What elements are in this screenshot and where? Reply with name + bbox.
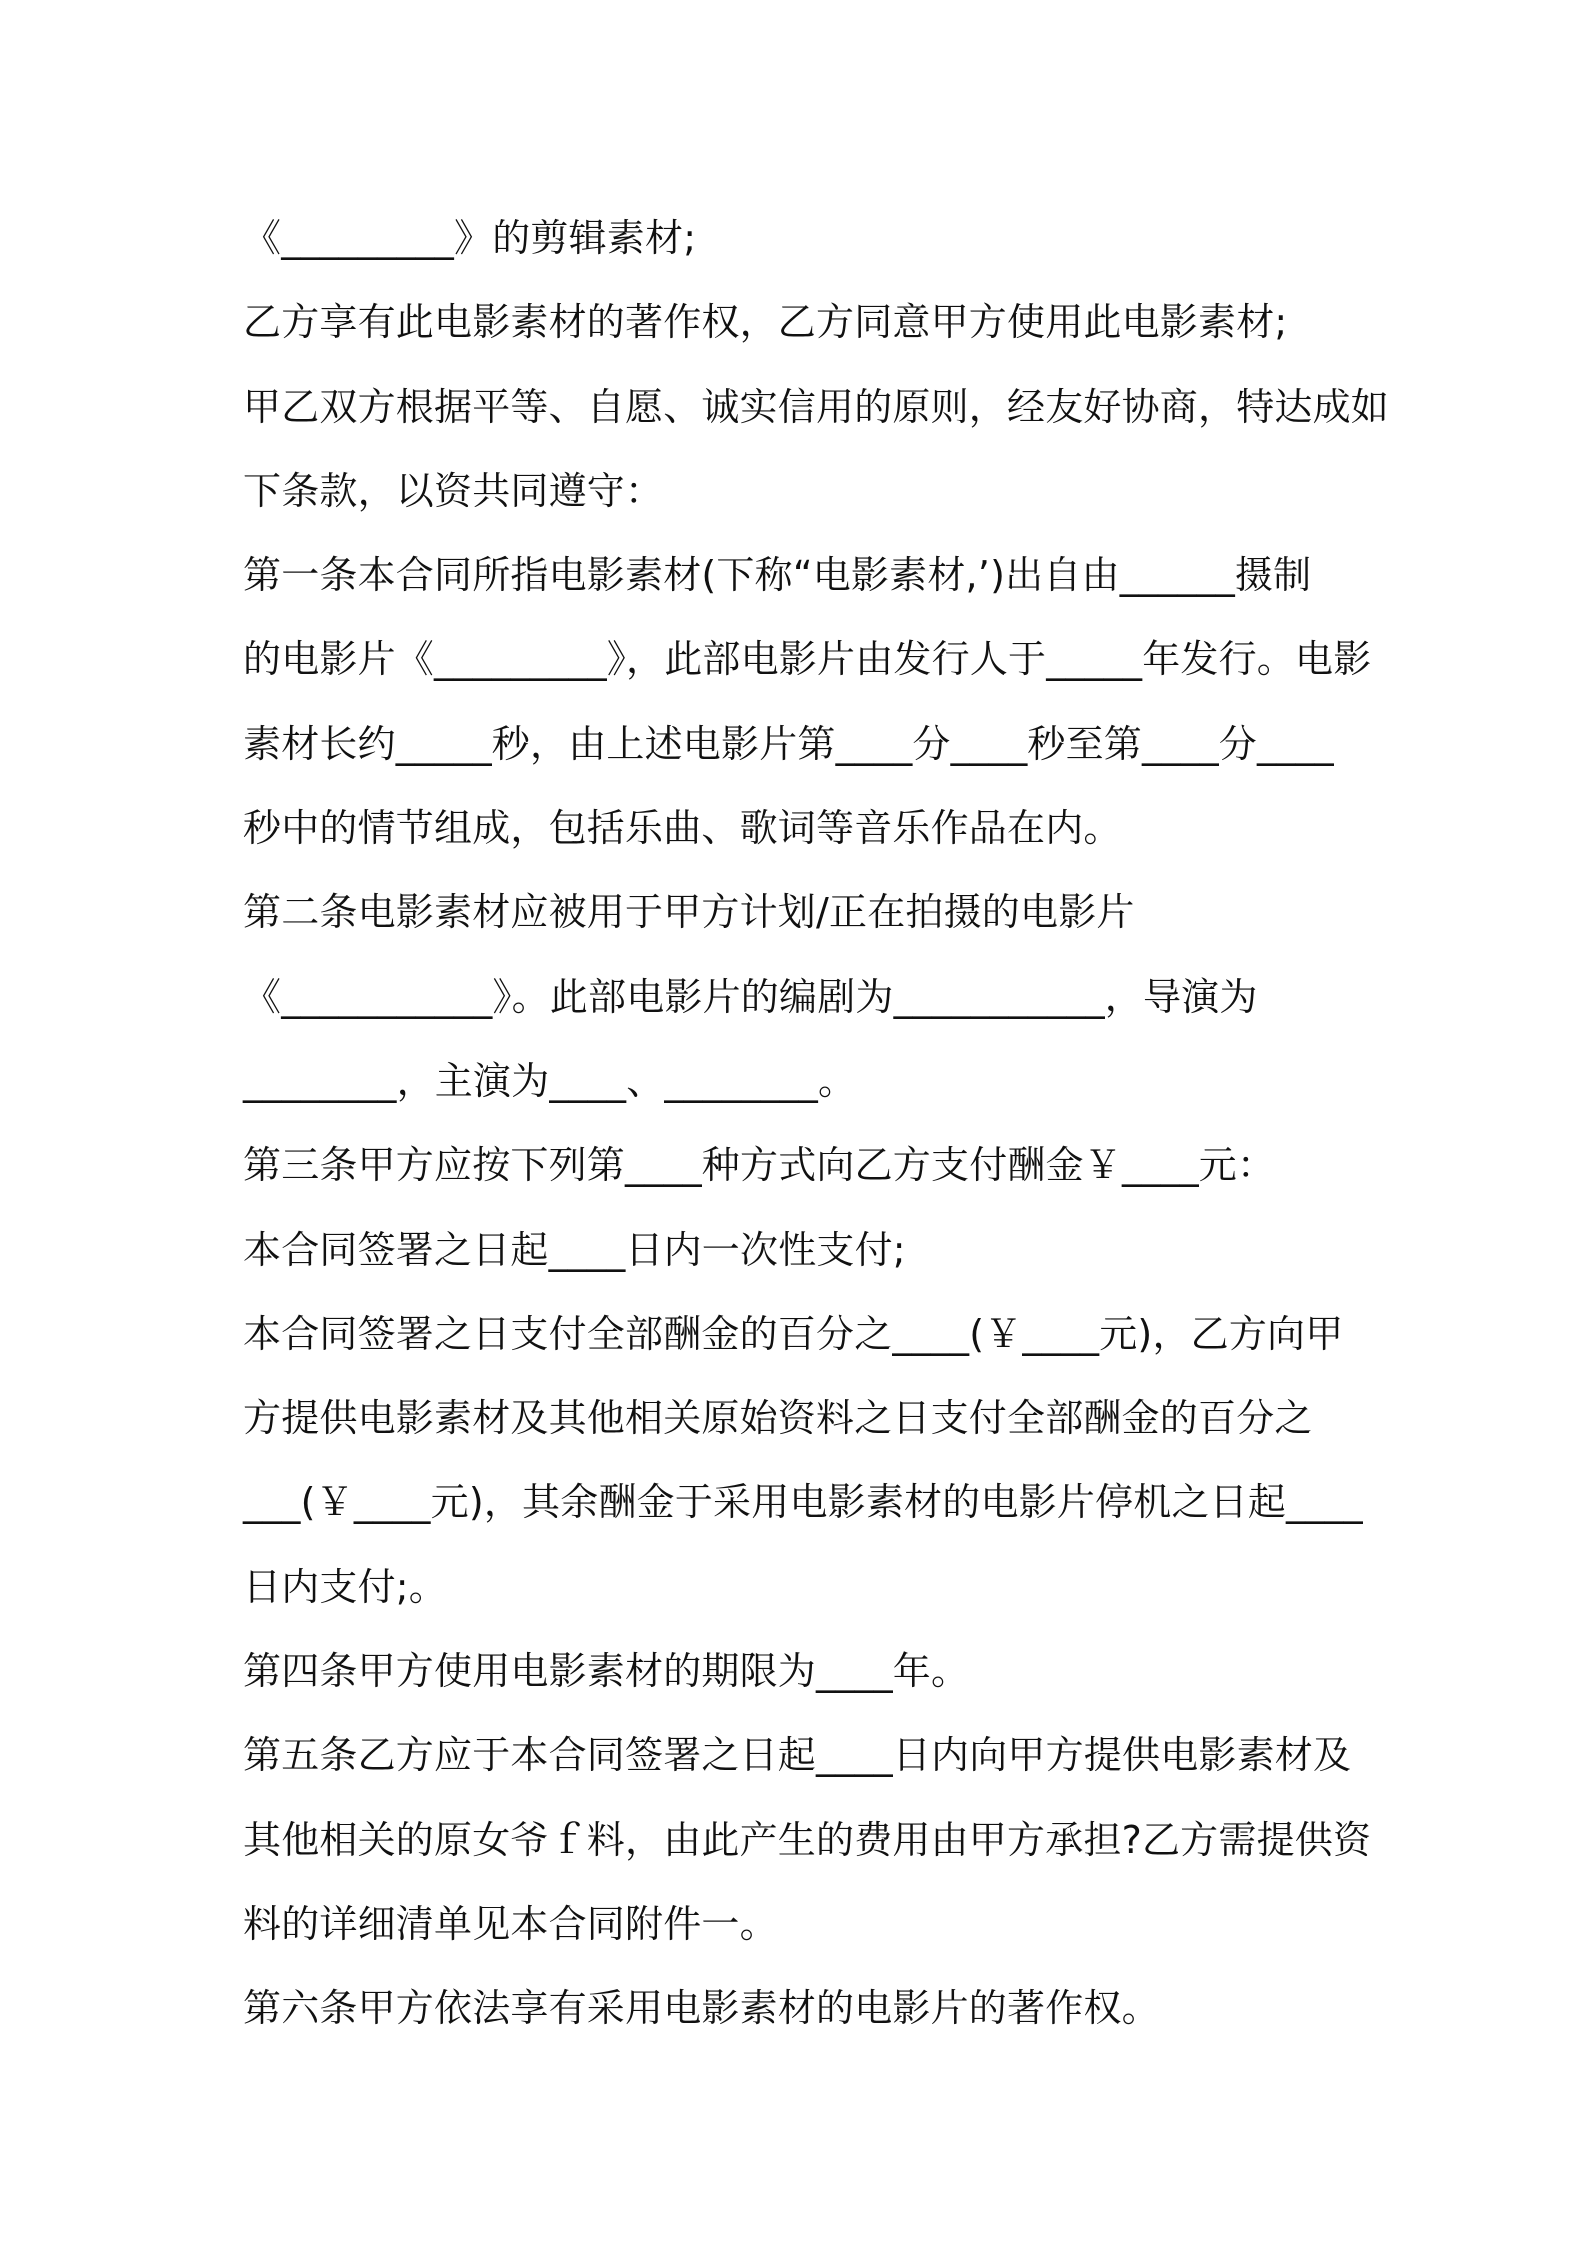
- text-line: 料的详细清单见本合同附件一。: [243, 1901, 778, 1946]
- clause-2-line: 第二条电影素材应被用于甲方计划/正在拍摄的电影片: [243, 890, 1135, 935]
- text-line: 下条款，以资共同遵守：: [243, 468, 664, 513]
- clause-5-line: 第五条乙方应于本合同签署之日起____日内向甲方提供电影素材及: [243, 1733, 1352, 1778]
- text-line: 本合同签署之日支付全部酬金的百分之____(￥____元)，乙方向甲: [243, 1311, 1344, 1356]
- text-line: ___(￥____元)，其余酬金于采用电影素材的电影片停机之日起____: [243, 1480, 1363, 1525]
- text-line: 甲乙双方根据平等、自愿、诚实信用的原则，经友好协商，特达成如: [243, 384, 1390, 429]
- text-line: 的电影片《_________》，此部电影片由发行人于_____年发行。电影: [243, 637, 1372, 682]
- contract-text-body: [243, 196, 1390, 2051]
- clause-6-line: 第六条甲方依法享有采用电影素材的电影片的著作权。: [243, 1986, 1160, 2031]
- text-line: 《_________》的剪辑素材;: [243, 216, 697, 260]
- text-line: 本合同签署之日起____日内一次性支付;: [243, 1227, 906, 1272]
- text-line: ________，主演为____、________。: [243, 1058, 857, 1103]
- text-line: 方提供电影素材及其他相关原始资料之日支付全部酬金的百分之: [243, 1396, 1313, 1441]
- text-line: 乙方享有此电影素材的著作权，乙方同意甲方使用此电影素材;: [243, 300, 1288, 345]
- text-line: 《___________》。此部电影片的编剧为___________，导演为: [243, 974, 1258, 1019]
- text-line: 素材长约_____秒，由上述电影片第____分____秒至第____分____: [243, 721, 1334, 766]
- clause-4-line: 第四条甲方使用电影素材的期限为____年。: [243, 1649, 970, 1694]
- text-line: 秒中的情节组成，包括乐曲、歌词等音乐作品在内。: [243, 806, 1122, 851]
- text-line: 其他相关的原女爷ｆ料，由此产生的费用由甲方承担?乙方需提供资: [243, 1817, 1372, 1862]
- clause-3-line: 第三条甲方应按下列第____种方式向乙方支付酬金￥____元：: [243, 1143, 1276, 1188]
- clause-1-line: 第一条本合同所指电影素材(下称“电影素材,’)出自由______摄制: [243, 553, 1312, 598]
- text-line: 日内支付;。: [243, 1564, 448, 1609]
